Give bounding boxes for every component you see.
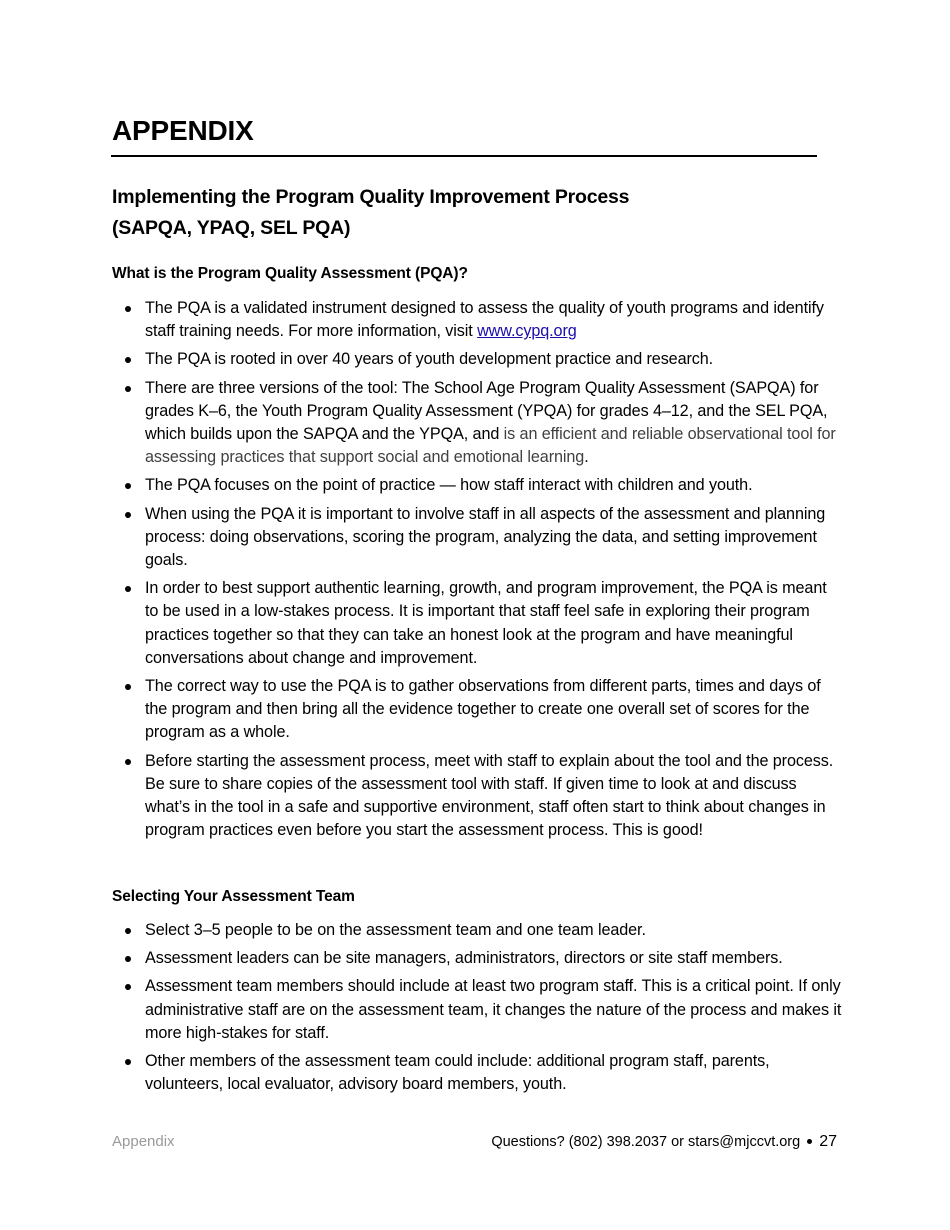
footer-section-label: Appendix <box>112 1133 175 1150</box>
list-item: The correct way to use the PQA is to gather observations from different parts, times and days of the program and then bring all the evidence together to create one overall set of scores for the program as a whole. <box>112 675 842 745</box>
subhead-selecting-team: Selecting Your Assessment Team <box>112 888 355 905</box>
subhead-what-is-pqa: What is the Program Quality Assessment (PQA)? <box>112 265 468 282</box>
footer-contact <box>491 1132 837 1152</box>
list-item: The PQA focuses on the point of practice — how staff interact with children and youth. <box>112 474 842 497</box>
list-item: Assessment team members should include at least two program staff. This is a critical point. If only administrative staff are on the assessment team, it changes the nature of the process and makes it more high-stakes for staff. <box>112 975 842 1045</box>
bullet-text: The PQA is a validated instrument designed to assess the quality of youth programs and identify staff training needs. For more information, visit <box>145 299 824 341</box>
page-number: 27 <box>819 1133 837 1150</box>
bullet-separator-icon <box>807 1139 812 1144</box>
footer-contact-text: Questions? (802) 398.2037 or stars@mjccvt.org <box>491 1134 801 1150</box>
list-item: Other members of the assessment team could include: additional program staff, parents, volunteers, local evaluator, advisory board members, youth. <box>112 1050 842 1096</box>
team-bullet-list <box>112 919 842 1101</box>
list-item: When using the PQA it is important to involve staff in all aspects of the assessment and planning process: doing observations, scoring the program, analyzing the data, and setting improvement goals. <box>112 503 842 573</box>
bullet-text-muted: is an efficient and reliable observational tool for assessing practices that support social and emotional learning <box>145 425 836 467</box>
list-item <box>112 297 842 343</box>
page-title: APPENDIX <box>112 115 254 146</box>
list-item: The PQA is rooted in over 40 years of youth development practice and research. <box>112 348 842 371</box>
section-heading-line-1: Implementing the Program Quality Improvement Process <box>112 186 630 208</box>
section-heading <box>112 182 629 244</box>
section-heading-line-2: (SAPQA, YPAQ, SEL PQA) <box>112 217 351 239</box>
cypq-link[interactable]: www.cypq.org <box>477 322 577 341</box>
list-item <box>112 377 842 470</box>
title-divider <box>111 155 817 157</box>
bullet-text-end: . <box>584 448 589 467</box>
list-item: Select 3–5 people to be on the assessment team and one team leader. <box>112 919 842 942</box>
list-item: Assessment leaders can be site managers, administrators, directors or site staff members. <box>112 947 842 970</box>
pqa-bullet-list <box>112 297 842 847</box>
list-item: In order to best support authentic learning, growth, and program improvement, the PQA is meant to be used in a low-stakes process. It is important that staff feel safe in exploring their program practices together so that they can take an honest look at the program and have meaningful conversations about change and improvement. <box>112 577 842 670</box>
bullet-text: There are three versions of the tool: The School Age Program Quality Assessment (SAPQA) for grades K–6, the Youth Program Quality Assessment (YPQA) for grades 4–12, and the SEL PQA, which builds upon the SAPQA and the YPQA, and <box>145 378 828 444</box>
list-item: Before starting the assessment process, meet with staff to explain about the tool and the process. Be sure to share copies of the assessment tool with staff. If given time to look at and discuss what’s in the tool in a safe and supportive environment, staff often start to think about changes in program practices even before you start the assessment process. This is good! <box>112 750 842 843</box>
